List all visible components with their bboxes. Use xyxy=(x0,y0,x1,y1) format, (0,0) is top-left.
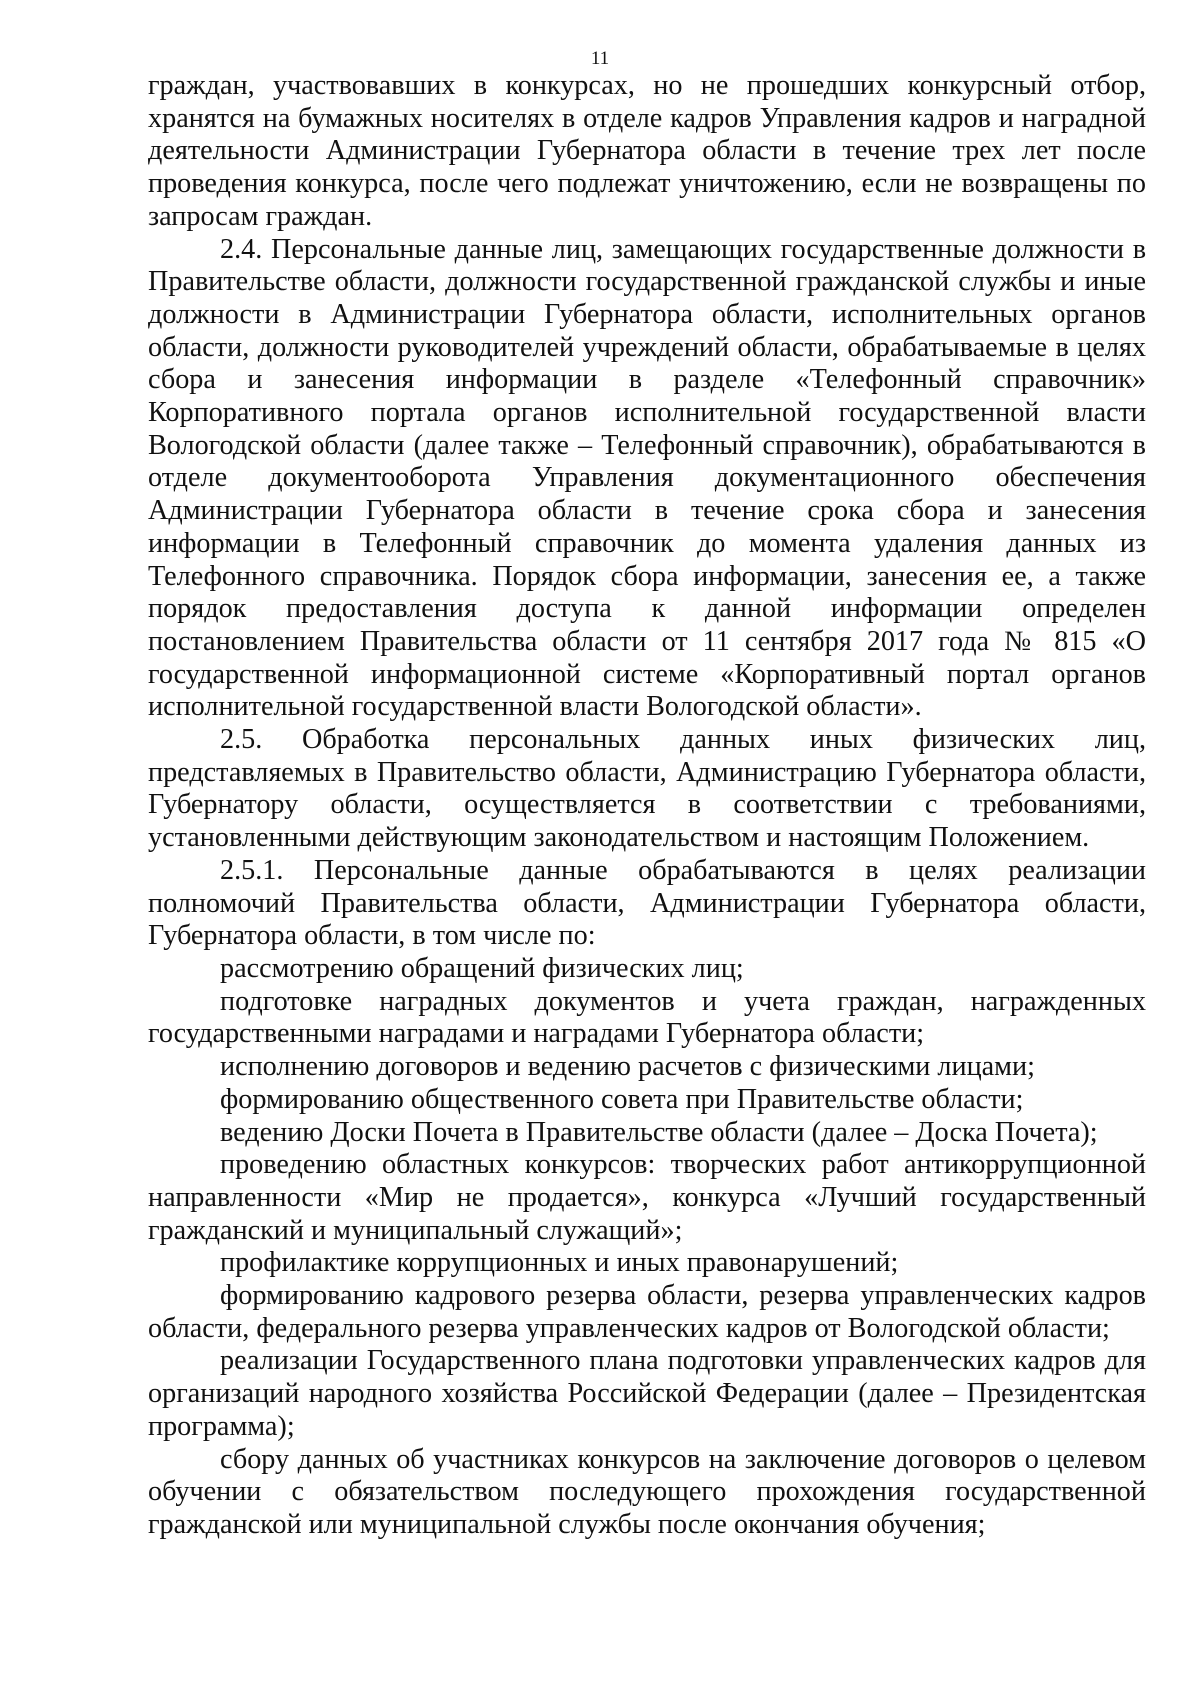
list-item: ведению Доски Почета в Правительстве области (далее – Доска Почета); xyxy=(220,1116,1098,1148)
list-item: формированию общественного совета при Правительстве области; xyxy=(220,1083,1024,1115)
paragraph-2-5-1: 2.5.1. Персональные данные обрабатываются в целях реализации полномочий Правительства области, Администрации Губернатора области, Губернатора области, в том числе по: xyxy=(148,854,1146,952)
list-item: формированию кадрового резерва области, резерва управленческих кадров области, федерального резерва управленческих кадров от Вологодской области; xyxy=(148,1280,1146,1344)
list-item: исполнению договоров и ведению расчетов с физическими лицами; xyxy=(220,1051,1035,1083)
list-item: проведению областных конкурсов: творческих работ антикоррупционной направленности «Мир не продается», конкурса «Лучший государственный гражданский и муниципальный служащий»; xyxy=(148,1149,1146,1246)
list-item: сбору данных об участниках конкурсов на заключение договоров о целевом обучении с обязательством последующего прохождения государственной гражданской или муниципальной службы после окончания обучения; xyxy=(148,1443,1146,1540)
list-item: профилактике коррупционных и иных правонарушений; xyxy=(220,1247,899,1279)
list-item: реализации Государственного плана подготовки управленческих кадров для организаций народного хозяйства Российской Федерации (далее – Президентская программа); xyxy=(148,1345,1146,1442)
document-body xyxy=(148,70,1146,1542)
paragraph-2-4: 2.4. Персональные данные лиц, замещающих государственные должности в Правительстве области, должности государственной гражданской службы и иные должности в Администрации Губернатора области, исполнительных органов области, должности руководителей учреждений области, обрабатываемые в целях сбора и занесения информации в разделе «Телефонный справочник» Корпоративного портала органов исполнительной государственной власти Вологодской области (далее также – Телефонный справочник), обрабатываются в отделе документооборота Управления документационного обеспечения Администрации Губернатора области в течение срока сбора и занесения информации в Телефонный справочник до момента удаления данных из Телефонного справочника. Порядок сбора информации, занесения ее, а также порядок предоставления доступа к данной информации определен постановлением Правительства области от 11 сентября 2017 года № 815 «О государственной информационной системе «Корпоративный портал органов исполнительной государственной власти Вологодской области». xyxy=(148,233,1146,723)
paragraph-2-5: 2.5. Обработка персональных данных иных физических лиц, представляемых в Правительство области, Администрацию Губернатора области, Губернатору области, осуществляется в соответствии с требованиями, установленными действующим законодательством и настоящим Положением. xyxy=(148,724,1146,854)
page-number: 11 xyxy=(590,48,610,69)
list-item: подготовке наградных документов и учета граждан, награжденных государственными наградами и наградами Губернатора области; xyxy=(148,985,1146,1050)
list-item: рассмотрению обращений физических лиц; xyxy=(220,952,744,984)
paragraph-continuation: граждан, участвовавших в конкурсах, но не прошедших конкурсный отбор, хранятся на бумажных носителях в отделе кадров Управления кадров и наградной деятельности Администрации Губернатора области в течение трех лет после проведения конкурса, после чего подлежат уничтожению, если не возвращены по запросам граждан. xyxy=(148,70,1146,232)
